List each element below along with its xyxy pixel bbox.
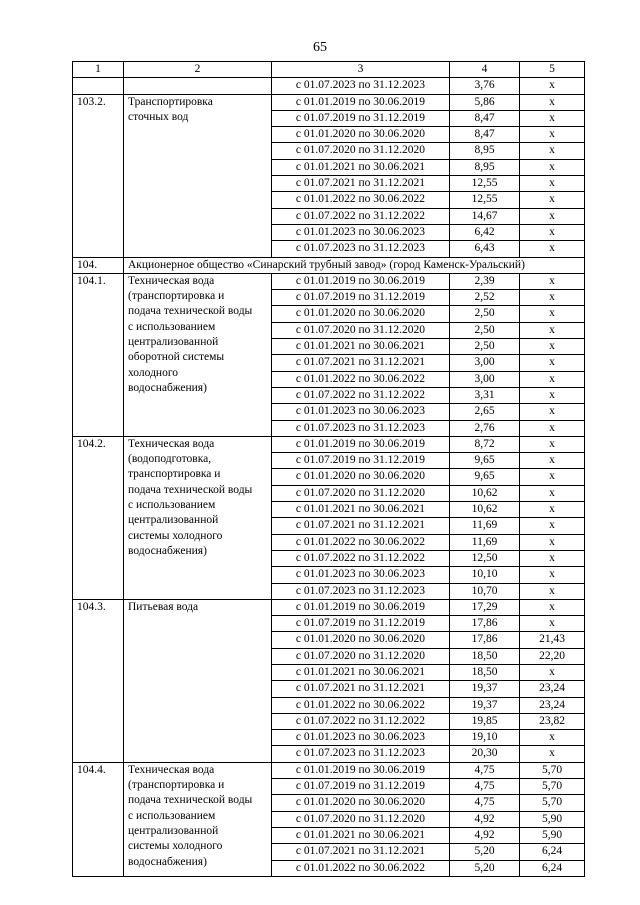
service-name (124, 436, 272, 599)
period-cell: с 01.07.2019 по 31.12.2019 (272, 290, 450, 306)
tariff-vat-cell: x (520, 78, 585, 94)
period-cell: с 01.07.2022 по 31.12.2022 (272, 550, 450, 566)
tariff-value-cell: 12,55 (450, 176, 520, 192)
tariff-value-cell: 2,65 (450, 404, 520, 420)
tariff-vat-cell: x (520, 567, 585, 583)
period-cell: с 01.07.2021 по 31.12.2021 (272, 844, 450, 860)
service-name-line: системы холодного (128, 840, 223, 853)
tariff-vat-cell: 5,90 (520, 811, 585, 827)
period-cell: с 01.07.2020 по 31.12.2020 (272, 648, 450, 664)
tariff-value-cell: 3,00 (450, 371, 520, 387)
tariff-vat-cell: 6,24 (520, 860, 585, 876)
service-name-line: с использованием (128, 809, 216, 822)
period-cell: с 01.07.2020 по 31.12.2020 (272, 485, 450, 501)
tariff-value-cell: 8,47 (450, 127, 520, 143)
period-cell: с 01.01.2020 по 30.06.2020 (272, 795, 450, 811)
tariff-vat-cell: x (520, 420, 585, 436)
period-cell: с 01.01.2021 по 30.06.2021 (272, 827, 450, 843)
tariff-vat-cell: x (520, 355, 585, 371)
tariff-vat-cell: x (520, 339, 585, 355)
period-cell: с 01.01.2020 по 30.06.2020 (272, 632, 450, 648)
service-name (124, 78, 272, 94)
period-cell: с 01.01.2020 по 30.06.2020 (272, 127, 450, 143)
column-numbers-row (73, 62, 585, 78)
tariff-vat-cell: 22,20 (520, 648, 585, 664)
tariff-value-cell: 4,92 (450, 811, 520, 827)
tariff-value-cell: 14,67 (450, 208, 520, 224)
service-name-line: оборотной системы (128, 351, 225, 364)
period-cell: с 01.01.2023 по 30.06.2023 (272, 224, 450, 240)
period-cell: с 01.07.2023 по 31.12.2023 (272, 241, 450, 257)
period-cell: с 01.07.2023 по 31.12.2023 (272, 78, 450, 94)
period-cell: с 01.01.2019 по 30.06.2019 (272, 762, 450, 778)
organization-name: Акционерное общество «Синарский трубный завод» (город Каменск-Уральский) (124, 257, 585, 273)
service-name-line: (транспортировка и (128, 290, 225, 303)
tariff-vat-cell: 5,70 (520, 779, 585, 795)
tariff-value-cell: 5,20 (450, 844, 520, 860)
service-name (124, 273, 272, 436)
service-name-line: централизованной (128, 514, 219, 527)
tariff-value-cell: 10,70 (450, 583, 520, 599)
period-cell: с 01.07.2019 по 31.12.2019 (272, 453, 450, 469)
period-cell: с 01.07.2022 по 31.12.2022 (272, 713, 450, 729)
tariff-vat-cell: x (520, 110, 585, 126)
period-cell: с 01.07.2023 по 31.12.2023 (272, 420, 450, 436)
period-cell: с 01.01.2021 по 30.06.2021 (272, 664, 450, 680)
service-name-line: холодного (128, 366, 179, 379)
period-cell: с 01.07.2021 по 31.12.2021 (272, 518, 450, 534)
period-cell: с 01.01.2019 по 30.06.2019 (272, 436, 450, 452)
item-number: 104.4. (73, 762, 124, 876)
table-row (73, 94, 585, 110)
period-cell: с 01.01.2022 по 30.06.2022 (272, 534, 450, 550)
service-name-line: с использованием (128, 320, 216, 333)
period-cell: с 01.01.2021 по 30.06.2021 (272, 502, 450, 518)
tariff-vat-cell: x (520, 371, 585, 387)
tariff-vat-cell: x (520, 273, 585, 289)
tariff-value-cell: 10,62 (450, 502, 520, 518)
period-cell: с 01.07.2020 по 31.12.2020 (272, 143, 450, 159)
tariff-value-cell: 3,00 (450, 355, 520, 371)
period-cell: с 01.01.2020 по 30.06.2020 (272, 469, 450, 485)
period-cell: с 01.07.2020 по 31.12.2020 (272, 811, 450, 827)
item-number (73, 78, 124, 94)
tariff-value-cell: 2,50 (450, 322, 520, 338)
tariff-value-cell: 11,69 (450, 518, 520, 534)
tariff-value-cell: 8,47 (450, 110, 520, 126)
tariff-value-cell: 8,95 (450, 143, 520, 159)
period-cell: с 01.07.2022 по 31.12.2022 (272, 387, 450, 403)
tariff-value-cell: 17,86 (450, 632, 520, 648)
item-number: 104.2. (73, 436, 124, 599)
tariff-vat-cell: x (520, 143, 585, 159)
item-number: 104.1. (73, 273, 124, 436)
tariff-table (72, 61, 585, 877)
tariff-value-cell: 3,76 (450, 78, 520, 94)
tariff-value-cell: 4,75 (450, 795, 520, 811)
service-name (124, 599, 272, 762)
tariff-value-cell: 2,50 (450, 339, 520, 355)
tariff-vat-cell: x (520, 176, 585, 192)
period-cell: с 01.07.2023 по 31.12.2023 (272, 746, 450, 762)
tariff-vat-cell: 6,24 (520, 844, 585, 860)
table-row (73, 436, 585, 452)
tariff-value-cell: 9,65 (450, 469, 520, 485)
item-number: 104. (73, 257, 124, 273)
service-name-line: централизованной (128, 336, 219, 349)
service-name-line: (водоподготовка, (128, 453, 212, 466)
period-cell: с 01.01.2019 по 30.06.2019 (272, 273, 450, 289)
service-name-line: системы холодного (128, 529, 223, 542)
period-cell: с 01.01.2021 по 30.06.2021 (272, 339, 450, 355)
tariff-value-cell: 9,65 (450, 453, 520, 469)
service-name-line: Транспортировка (128, 95, 213, 108)
tariff-vat-cell: x (520, 485, 585, 501)
tariff-vat-cell: x (520, 616, 585, 632)
tariff-value-cell: 2,52 (450, 290, 520, 306)
tariff-vat-cell: x (520, 241, 585, 257)
tariff-vat-cell: x (520, 290, 585, 306)
service-name-line: подача технической воды (128, 794, 253, 807)
tariff-value-cell: 12,50 (450, 550, 520, 566)
tariff-vat-cell: 23,24 (520, 681, 585, 697)
tariff-vat-cell: x (520, 664, 585, 680)
tariff-vat-cell: x (520, 208, 585, 224)
period-cell: с 01.01.2019 по 30.06.2019 (272, 599, 450, 615)
tariff-vat-cell: x (520, 322, 585, 338)
table-row (73, 273, 585, 289)
service-name-line: транспортировка и (128, 468, 221, 481)
tariff-value-cell: 5,86 (450, 94, 520, 110)
service-name (124, 762, 272, 876)
tariff-value-cell: 10,10 (450, 567, 520, 583)
table-row (73, 762, 585, 778)
service-name-line: Питьевая вода (128, 600, 199, 613)
tariff-vat-cell: 5,90 (520, 827, 585, 843)
tariff-value-cell: 6,42 (450, 224, 520, 240)
tariff-vat-cell: x (520, 224, 585, 240)
tariff-vat-cell: x (520, 404, 585, 420)
service-name-line: Техническая вода (128, 437, 215, 450)
service-name-line: с использованием (128, 499, 216, 512)
service-name (124, 94, 272, 257)
tariff-value-cell: 2,39 (450, 273, 520, 289)
tariff-value-cell: 5,20 (450, 860, 520, 876)
column-number: 1 (73, 62, 124, 78)
column-number: 4 (450, 62, 520, 78)
tariff-vat-cell: x (520, 192, 585, 208)
tariff-vat-cell: 5,70 (520, 762, 585, 778)
table-row (73, 78, 585, 94)
tariff-value-cell: 12,55 (450, 192, 520, 208)
period-cell: с 01.07.2019 по 31.12.2019 (272, 616, 450, 632)
period-cell: с 01.07.2023 по 31.12.2023 (272, 583, 450, 599)
service-name-line: централизованной (128, 824, 219, 837)
period-cell: с 01.01.2019 по 30.06.2019 (272, 94, 450, 110)
period-cell: с 01.07.2022 по 31.12.2022 (272, 208, 450, 224)
tariff-value-cell: 11,69 (450, 534, 520, 550)
period-cell: с 01.01.2023 по 30.06.2023 (272, 404, 450, 420)
tariff-value-cell: 8,72 (450, 436, 520, 452)
tariff-vat-cell: 23,82 (520, 713, 585, 729)
period-cell: с 01.07.2019 по 31.12.2019 (272, 779, 450, 795)
period-cell: с 01.07.2019 по 31.12.2019 (272, 110, 450, 126)
tariff-value-cell: 8,95 (450, 159, 520, 175)
tariff-vat-cell: x (520, 94, 585, 110)
item-number: 103.2. (73, 94, 124, 257)
period-cell: с 01.01.2023 по 30.06.2023 (272, 567, 450, 583)
period-cell: с 01.01.2020 по 30.06.2020 (272, 306, 450, 322)
service-name-line: водоснабжения) (128, 855, 207, 868)
period-cell: с 01.01.2022 по 30.06.2022 (272, 192, 450, 208)
tariff-vat-cell: x (520, 502, 585, 518)
period-cell: с 01.01.2022 по 30.06.2022 (272, 371, 450, 387)
tariff-table-body (73, 62, 585, 877)
period-cell: с 01.07.2021 по 31.12.2021 (272, 176, 450, 192)
tariff-vat-cell: x (520, 453, 585, 469)
tariff-vat-cell: x (520, 518, 585, 534)
period-cell: с 01.07.2021 по 31.12.2021 (272, 681, 450, 697)
tariff-vat-cell: 21,43 (520, 632, 585, 648)
service-name-line: водоснабжения) (128, 381, 207, 394)
item-number: 104.3. (73, 599, 124, 762)
service-name-line: водоснабжения) (128, 544, 207, 557)
tariff-vat-cell: x (520, 599, 585, 615)
table-row (73, 599, 585, 615)
tariff-value-cell: 2,50 (450, 306, 520, 322)
tariff-value-cell: 19,37 (450, 681, 520, 697)
tariff-vat-cell: x (520, 746, 585, 762)
tariff-vat-cell: x (520, 534, 585, 550)
period-cell: с 01.01.2022 по 30.06.2022 (272, 860, 450, 876)
tariff-vat-cell: x (520, 159, 585, 175)
tariff-vat-cell: x (520, 127, 585, 143)
service-name-line: сточных вод (128, 110, 189, 123)
service-name-line: подача технической воды (128, 305, 253, 318)
organization-row (73, 257, 585, 273)
tariff-vat-cell: x (520, 550, 585, 566)
service-name-line: (транспортировка и (128, 779, 225, 792)
tariff-value-cell: 4,75 (450, 762, 520, 778)
period-cell: с 01.07.2020 по 31.12.2020 (272, 322, 450, 338)
tariff-vat-cell: x (520, 306, 585, 322)
tariff-value-cell: 19,10 (450, 730, 520, 746)
tariff-value-cell: 18,50 (450, 648, 520, 664)
page-number: 65 (313, 40, 327, 55)
tariff-value-cell: 20,30 (450, 746, 520, 762)
period-cell: с 01.07.2021 по 31.12.2021 (272, 355, 450, 371)
service-name-line: Техническая вода (128, 763, 215, 776)
tariff-vat-cell: x (520, 730, 585, 746)
tariff-value-cell: 2,76 (450, 420, 520, 436)
tariff-vat-cell: 23,24 (520, 697, 585, 713)
tariff-vat-cell: x (520, 583, 585, 599)
period-cell: с 01.01.2021 по 30.06.2021 (272, 159, 450, 175)
tariff-vat-cell: x (520, 387, 585, 403)
tariff-value-cell: 19,85 (450, 713, 520, 729)
tariff-vat-cell: 5,70 (520, 795, 585, 811)
tariff-value-cell: 6,43 (450, 241, 520, 257)
tariff-value-cell: 10,62 (450, 485, 520, 501)
service-name-line: подача технической воды (128, 483, 253, 496)
period-cell: с 01.01.2023 по 30.06.2023 (272, 730, 450, 746)
column-number: 3 (272, 62, 450, 78)
tariff-value-cell: 18,50 (450, 664, 520, 680)
tariff-value-cell: 17,86 (450, 616, 520, 632)
tariff-value-cell: 17,29 (450, 599, 520, 615)
tariff-vat-cell: x (520, 436, 585, 452)
period-cell: с 01.01.2022 по 30.06.2022 (272, 697, 450, 713)
tariff-value-cell: 3,31 (450, 387, 520, 403)
tariff-value-cell: 4,75 (450, 779, 520, 795)
column-number: 5 (520, 62, 585, 78)
tariff-value-cell: 4,92 (450, 827, 520, 843)
column-number: 2 (124, 62, 272, 78)
service-name-line: Техническая вода (128, 274, 215, 287)
tariff-vat-cell: x (520, 469, 585, 485)
tariff-value-cell: 19,37 (450, 697, 520, 713)
